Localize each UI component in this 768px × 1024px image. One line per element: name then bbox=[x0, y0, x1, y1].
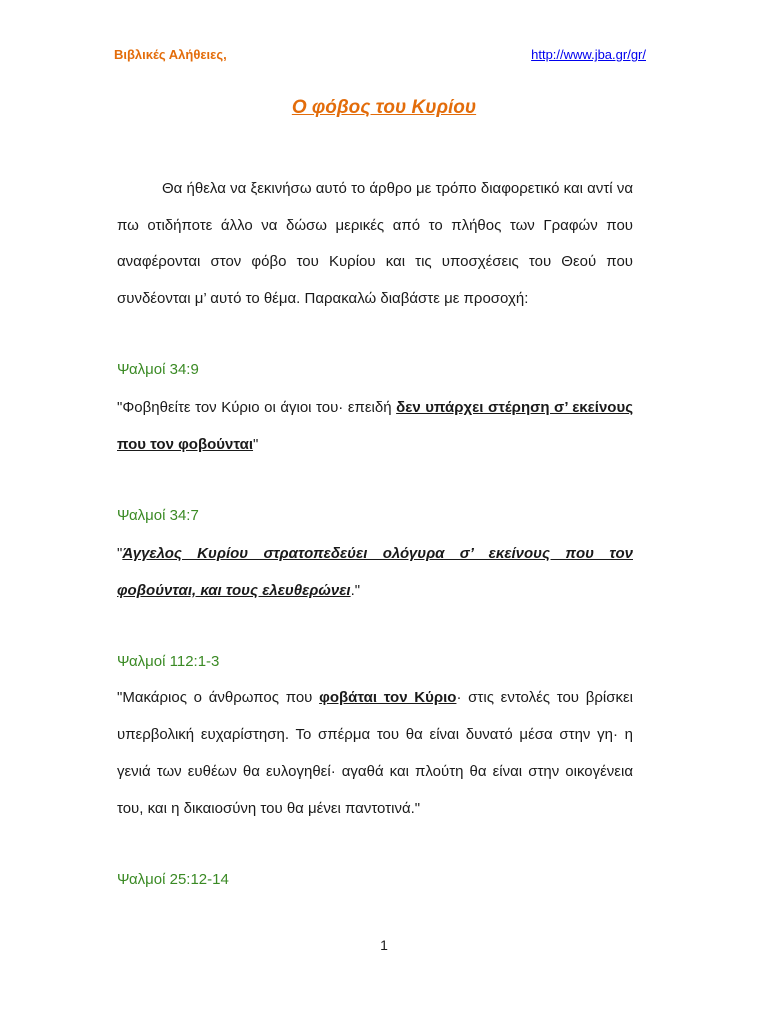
verse-quote-1-pre: "Φοβηθείτε τον Κύριο οι άγιοι του· επειδή bbox=[117, 399, 397, 416]
verse-reference-1: Ψαλμοί 34:9 bbox=[117, 361, 199, 378]
verse-quote-1-post: " bbox=[253, 436, 259, 453]
verse-quote-3 bbox=[117, 679, 633, 827]
verse-quote-3-emphasis: φοβάται τον Κύριο bbox=[319, 689, 457, 706]
verse-reference-3: Ψαλμοί 112:1-3 bbox=[117, 653, 220, 670]
verse-quote-2-emphasis: Άγγελος Κυρίου στρατοπεδεύει ολόγυρα σ’ εκείνους που τον φοβούνται, και τους ελευθερώνει bbox=[117, 545, 633, 599]
verse-quote-2 bbox=[117, 535, 633, 609]
header-site-name: Βιβλικές Αλήθειες, bbox=[114, 47, 227, 62]
verse-quote-3-pre: "Μακάριος ο άνθρωπος που bbox=[117, 689, 320, 706]
verse-quote-2-post: ." bbox=[350, 582, 361, 599]
page-title: Ο φόβος του Κυρίου bbox=[291, 97, 477, 118]
verse-quote-2-pre: " bbox=[117, 545, 123, 562]
verse-reference-2: Ψαλμοί 34:7 bbox=[117, 507, 199, 524]
intro-paragraph: Θα ήθελα να ξεκινήσω αυτό το άρθρο με τρόπο διαφορετικό και αντί να πω οτιδήποτε άλλο να δώσω μερικές από το πλήθος των Γραφών που αναφέρονται στον φόβο του Κυρίου και τις υποσχέσεις του Θεού που συνδέονται μ’ αυτό το θέμα. Παρακαλώ διαβάστε με προσοχή: bbox=[117, 180, 633, 307]
verse-quote-1-emphasis: δεν υπάρχει στέρηση σ’ εκείνους που τον φοβούνται bbox=[117, 399, 633, 453]
verse-quote-3-post: · στις εντολές του βρίσκει υπερβολική ευχαρίστηση. Το σπέρμα του θα είναι δυνατό μέσα στην γη· η γενιά των ευθέων θα ευλογηθεί· αγαθά και πλούτη θα είναι στην οικογένεια του, και η δικαιοσύνη του θα μένει παντοτινά." bbox=[117, 689, 633, 817]
header-url-link[interactable]: http://www.jba.gr/gr/ bbox=[531, 47, 646, 62]
page-number: 1 bbox=[380, 937, 388, 953]
verse-quote-1 bbox=[117, 389, 633, 463]
verse-reference-4: Ψαλμοί 25:12-14 bbox=[117, 871, 229, 888]
